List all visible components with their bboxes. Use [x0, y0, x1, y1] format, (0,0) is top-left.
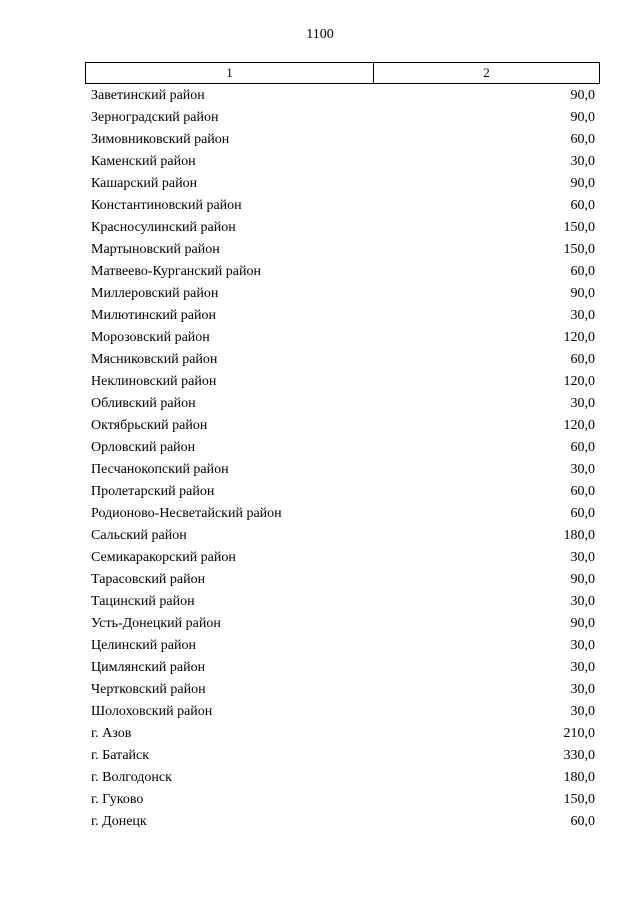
amount-value: 60,0 [570, 264, 595, 279]
amount-value: 30,0 [570, 550, 595, 565]
table-row [91, 371, 595, 393]
district-name: Константиновский район [91, 198, 242, 213]
amount-value: 90,0 [570, 88, 595, 103]
table-header [85, 62, 600, 84]
amount-value: 90,0 [570, 572, 595, 587]
table-row [91, 261, 595, 283]
district-name: Морозовский район [91, 330, 210, 345]
district-name: Красносулинский район [91, 220, 236, 235]
table-row [91, 327, 595, 349]
table-row [91, 679, 595, 701]
table-row [91, 591, 595, 613]
table-row [91, 745, 595, 767]
table-row [91, 173, 595, 195]
amount-value: 60,0 [570, 352, 595, 367]
amount-value: 30,0 [570, 308, 595, 323]
district-name: Цимлянский район [91, 660, 206, 675]
table-row [91, 393, 595, 415]
amount-value: 60,0 [570, 506, 595, 521]
table-row [91, 503, 595, 525]
district-name: Усть-Донецкий район [91, 616, 221, 631]
district-name: Сальский район [91, 528, 187, 543]
district-name: г. Азов [91, 726, 132, 741]
district-name: Шолоховский район [91, 704, 213, 719]
table-row [91, 723, 595, 745]
table-row [91, 657, 595, 679]
district-name: г. Донецк [91, 814, 147, 829]
table-row [91, 415, 595, 437]
table-row [91, 107, 595, 129]
amount-value: 30,0 [570, 462, 595, 477]
district-name: г. Гуково [91, 792, 144, 807]
table-row [91, 635, 595, 657]
amount-value: 90,0 [570, 110, 595, 125]
district-name: г. Волгодонск [91, 770, 172, 785]
district-name: Зимовниковский район [91, 132, 230, 147]
table-row [91, 525, 595, 547]
district-name: Октябрьский район [91, 418, 208, 433]
header-column-1: 1 [86, 63, 374, 83]
district-name: Семикаракорский район [91, 550, 236, 565]
table-row [91, 217, 595, 239]
table-row [91, 151, 595, 173]
page-number: 1100 [306, 27, 334, 42]
amount-value: 90,0 [570, 176, 595, 191]
amount-value: 30,0 [570, 682, 595, 697]
amount-value: 90,0 [570, 286, 595, 301]
table-row [91, 701, 595, 723]
amount-value: 210,0 [563, 726, 595, 741]
district-name: Зерноградский район [91, 110, 219, 125]
district-name: Чертковский район [91, 682, 206, 697]
amount-value: 330,0 [563, 748, 595, 763]
district-name: Неклиновский район [91, 374, 217, 389]
amount-value: 30,0 [570, 660, 595, 675]
district-name: Мартыновский район [91, 242, 220, 257]
table-row [91, 547, 595, 569]
table-body [91, 85, 595, 833]
amount-value: 60,0 [570, 814, 595, 829]
table-row [91, 85, 595, 107]
amount-value: 180,0 [563, 770, 595, 785]
amount-value: 180,0 [563, 528, 595, 543]
table-row [91, 613, 595, 635]
table-row [91, 129, 595, 151]
amount-value: 120,0 [563, 374, 595, 389]
amount-value: 120,0 [563, 418, 595, 433]
district-name: Песчанокопский район [91, 462, 229, 477]
district-name: Кашарский район [91, 176, 198, 191]
table-row [91, 239, 595, 261]
table-row [91, 811, 595, 833]
district-name: Целинский район [91, 638, 196, 653]
table-row [91, 195, 595, 217]
district-name: Тацинский район [91, 594, 195, 609]
table-row [91, 437, 595, 459]
table-row [91, 305, 595, 327]
table-row [91, 349, 595, 371]
amount-value: 30,0 [570, 396, 595, 411]
district-name: Тарасовский район [91, 572, 206, 587]
amount-value: 30,0 [570, 594, 595, 609]
table-row [91, 569, 595, 591]
district-name: Матвеево-Курганский район [91, 264, 261, 279]
amount-value: 60,0 [570, 132, 595, 147]
district-name: Миллеровский район [91, 286, 219, 301]
amount-value: 150,0 [563, 242, 595, 257]
district-name: Пролетарский район [91, 484, 215, 499]
district-name: г. Батайск [91, 748, 150, 763]
amount-value: 120,0 [563, 330, 595, 345]
amount-value: 30,0 [570, 638, 595, 653]
amount-value: 30,0 [570, 154, 595, 169]
table-row [91, 789, 595, 811]
district-name: Обливский район [91, 396, 196, 411]
amount-value: 150,0 [563, 792, 595, 807]
amount-value: 60,0 [570, 440, 595, 455]
table-row [91, 459, 595, 481]
district-name: Каменский район [91, 154, 196, 169]
table-row [91, 481, 595, 503]
district-name: Милютинский район [91, 308, 217, 323]
table-row [91, 283, 595, 305]
amount-value: 60,0 [570, 484, 595, 499]
table-row [91, 767, 595, 789]
district-name: Родионово-Несветайский район [91, 506, 282, 521]
amount-value: 90,0 [570, 616, 595, 631]
district-name: Заветинский район [91, 88, 205, 103]
amount-value: 60,0 [570, 198, 595, 213]
district-name: Орловский район [91, 440, 196, 455]
header-column-2: 2 [483, 65, 490, 80]
amount-value: 150,0 [563, 220, 595, 235]
amount-value: 30,0 [570, 704, 595, 719]
district-name: Мясниковский район [91, 352, 218, 367]
